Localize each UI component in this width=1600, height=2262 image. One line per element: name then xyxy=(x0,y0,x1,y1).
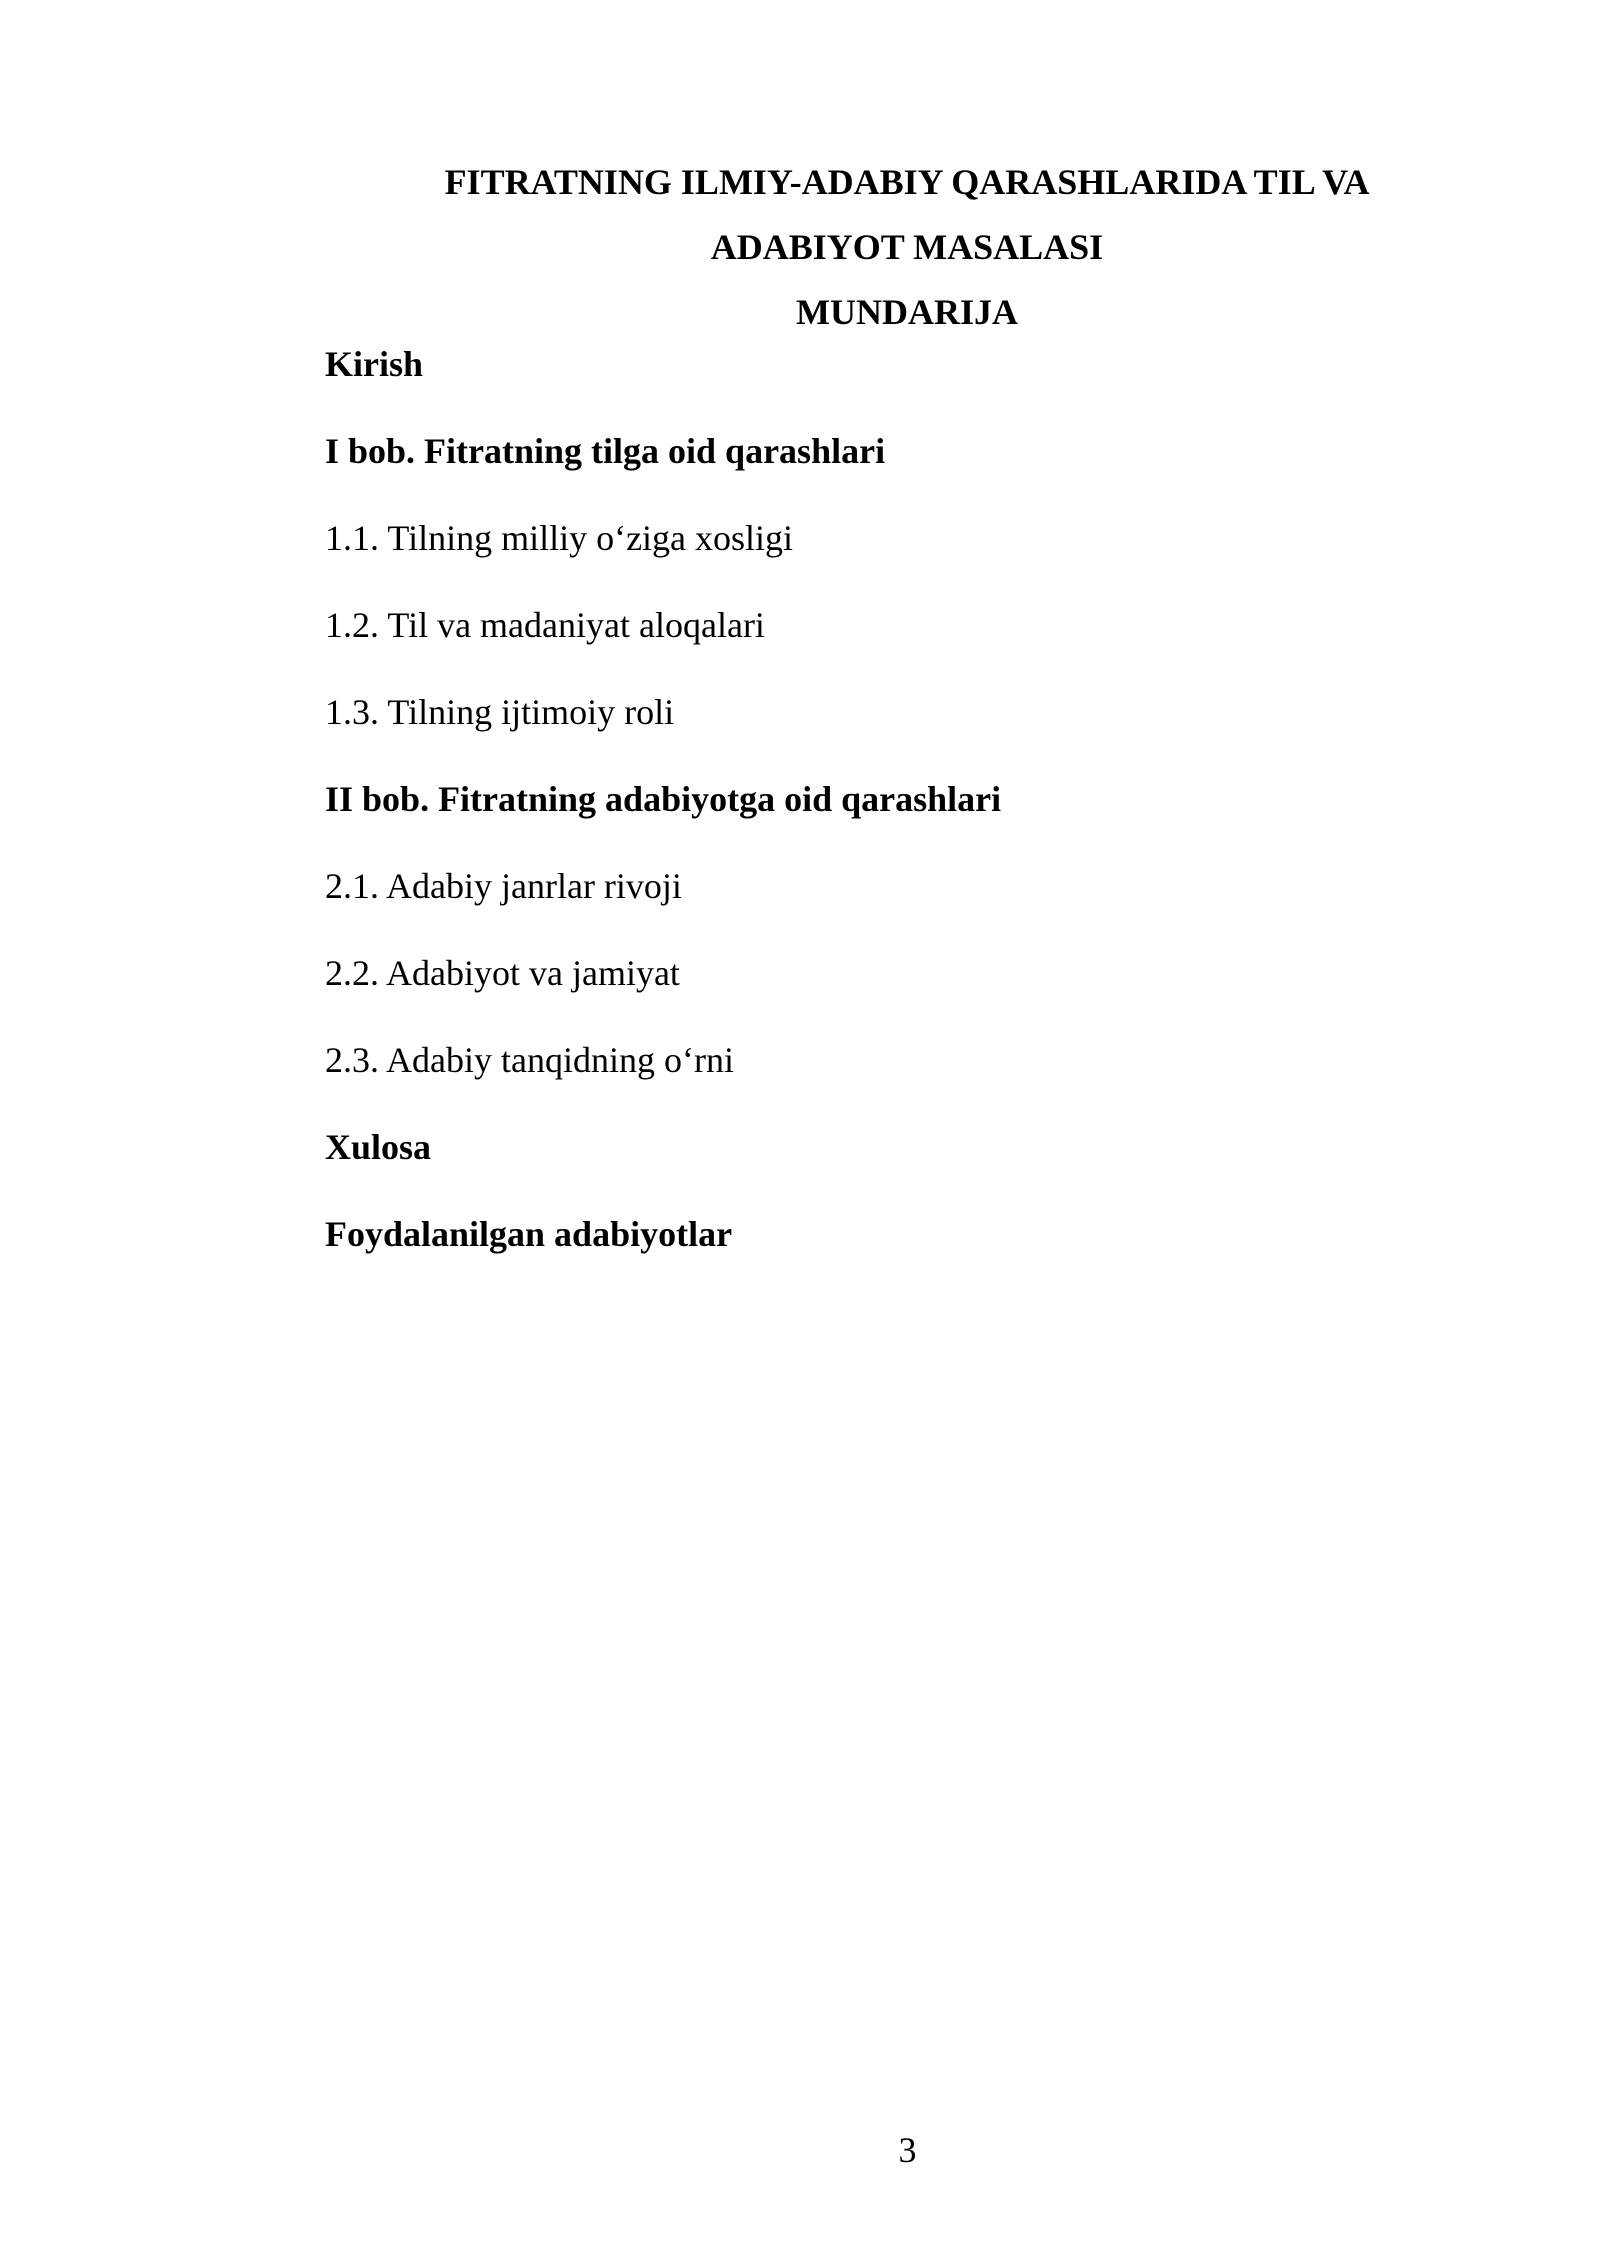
toc-item-section-1-2: 1.2. Til va madaniyat aloqalari xyxy=(325,605,765,645)
toc-item-chapter-2: II bob. Fitratning adabiyotga oid qarashlari xyxy=(325,779,1002,819)
toc-item-section-2-3: 2.3. Adabiy tanqidning o‘rni xyxy=(325,1040,734,1080)
toc-item-section-1-3: 1.3. Tilning ijtimoiy roli xyxy=(325,692,675,732)
toc-item-section-2-1: 2.1. Adabiy janrlar rivoji xyxy=(325,866,682,906)
toc-item-conclusion: Xulosa xyxy=(325,1127,432,1167)
title-block xyxy=(325,150,1489,345)
toc-item-introduction: Kirish xyxy=(325,344,424,384)
document-title-line-1: FITRATNING ILMIY-ADABIY QARASHLARIDA TIL VA xyxy=(444,162,1370,202)
toc-item-section-1-1: 1.1. Tilning milliy o‘ziga xosligi xyxy=(325,518,794,558)
document-title-line-2: ADABIYOT MASALASI xyxy=(710,227,1104,267)
toc-item-chapter-1: I bob. Fitratning tilga oid qarashlari xyxy=(325,431,886,471)
toc-item-references: Foydalanilgan adabiyotlar xyxy=(325,1214,733,1254)
toc-item-section-2-2: 2.2. Adabiyot va jamiyat xyxy=(325,953,680,993)
page-number: 3 xyxy=(898,2130,917,2170)
table-of-contents xyxy=(325,342,1489,1299)
contents-heading: MUNDARIJA xyxy=(796,292,1018,332)
